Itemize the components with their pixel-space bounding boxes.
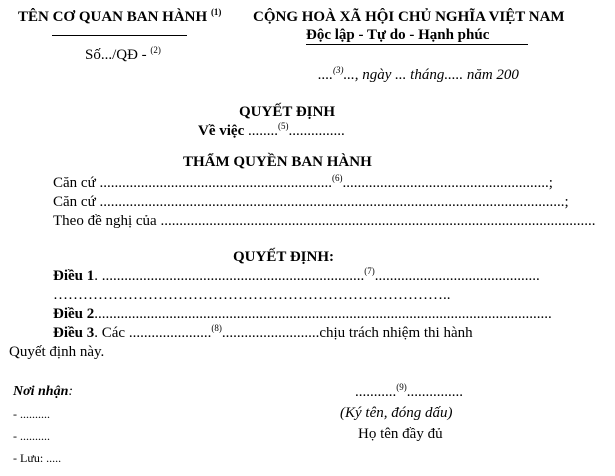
recipient-1: - .......... <box>13 407 50 421</box>
recipients-label: Nơi nhận: <box>13 384 74 399</box>
sign-instruction: (Ký tên, đóng dấu) <box>340 405 453 421</box>
article-1-continuation: …………………………………………………………………….. <box>53 287 451 303</box>
issuing-agency-name: TÊN CƠ QUAN BAN HÀNH $^{(1)}$ <box>18 7 222 25</box>
recipient-2: - .......... <box>13 429 50 443</box>
article-3-continuation: Quyết định này. <box>9 344 105 360</box>
date-line: ....$^{(3)}$..., ngày ... tháng..... năm 200 <box>318 65 519 83</box>
signer-title: ...........$^{(9)}$............... <box>355 382 463 400</box>
national-motto: Độc lập - Tự do - Hạnh phúc <box>306 27 490 43</box>
basis-line-2: Căn cứ ............................................................................................................................; <box>53 194 569 210</box>
country-name: CỘNG HOÀ XÃ HỘI CHỦ NGHĨA VIỆT NAM <box>253 9 565 25</box>
decision-heading: QUYẾT ĐỊNH <box>239 104 335 120</box>
agency-underline <box>52 35 187 36</box>
authority-heading: THẨM QUYỀN BAN HÀNH <box>183 154 372 170</box>
recipient-3: - Lưu: ..... <box>13 451 62 465</box>
article-3: Điều 3. Các ......................$^{(8)}$..........................chịu trách nhiệm thi hành <box>53 323 473 341</box>
document-number: Số.../QĐ - $^{(2)}$ <box>85 45 161 63</box>
article-1: Điều 1. ......................................................................$^{(7)}$............................................ <box>53 266 540 284</box>
article-2: Điều 2.......................................................................................................................... <box>53 306 552 322</box>
decision-articles-heading: QUYẾT ĐỊNH: <box>233 249 334 265</box>
basis-line-3: Theo đề nghị của .................................................................................................................... <box>53 213 596 229</box>
basis-line-1: Căn cứ ..............................................................$^{(6)}$.......................................................; <box>53 173 553 191</box>
decision-subject: Về việc ........$^{(5)}$............... <box>198 121 345 139</box>
motto-underline <box>306 44 528 45</box>
signer-full-name: Họ tên đầy đủ <box>358 426 443 442</box>
